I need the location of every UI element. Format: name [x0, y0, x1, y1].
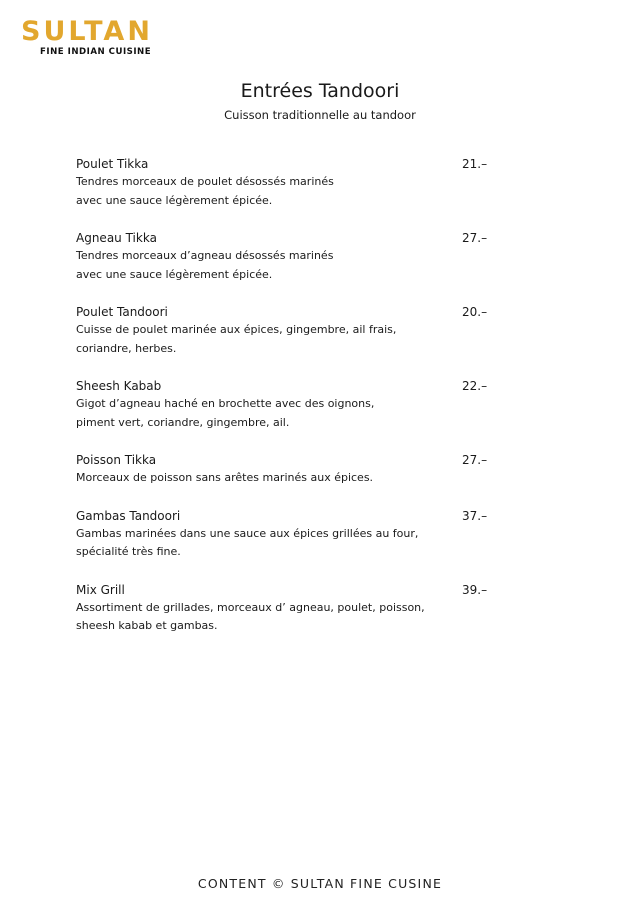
menu-item [76, 451, 496, 488]
logo-tagline: FINE INDIAN CUISINE [40, 47, 152, 57]
menu-list [76, 155, 496, 655]
page-subtitle: Cuisson traditionnelle au tandoor [224, 108, 416, 122]
menu-item [76, 377, 496, 432]
logo-name: SULTAN [21, 16, 153, 47]
item-price: 22.– [462, 379, 488, 393]
item-description: Tendres morceaux de poulet désossés marinés avec une sauce légèrement épicée. [76, 175, 334, 207]
item-price: 39.– [462, 582, 488, 597]
page-title: Entrées Tandoori [240, 80, 400, 102]
item-description: Gigot d’agneau haché en brochette avec des oignons, piment vert, coriandre, gingembre, ail. [76, 397, 375, 429]
item-price: 21.– [462, 157, 488, 171]
item-name: Poulet Tandoori [76, 305, 168, 319]
menu-item [76, 581, 496, 636]
item-description: Gambas marinées dans une sauce aux épices grillées au four, spécialité très fine. [76, 526, 419, 558]
item-name: Gambas Tandoori [76, 508, 181, 523]
footer-copyright: CONTENT © SULTAN FINE CUSINE [197, 876, 443, 891]
item-description: Assortiment de grillades, morceaux d’ agneau, poulet, poisson, sheesh kabab et gambas. [76, 600, 425, 632]
menu-item [76, 303, 496, 358]
item-price: 20.– [462, 305, 488, 319]
item-price: 37.– [462, 508, 488, 523]
item-name: Agneau Tikka [76, 231, 157, 245]
menu-item [76, 155, 496, 210]
item-name: Mix Grill [76, 582, 125, 597]
item-description: Morceaux de poisson sans arêtes marinés aux épices. [76, 471, 374, 484]
logo [21, 18, 153, 57]
item-price: 27.– [462, 453, 488, 467]
item-name: Sheesh Kabab [76, 379, 162, 393]
item-price: 27.– [462, 231, 488, 245]
item-name: Poulet Tikka [76, 157, 149, 171]
item-description: Tendres morceaux d’agneau désossés marinés avec une sauce légèrement épicée. [76, 249, 334, 281]
item-description: Cuisse de poulet marinée aux épices, gingembre, ail frais, coriandre, herbes. [76, 323, 397, 355]
menu-item [76, 507, 496, 562]
menu-item [76, 229, 496, 284]
item-name: Poisson Tikka [76, 453, 157, 467]
